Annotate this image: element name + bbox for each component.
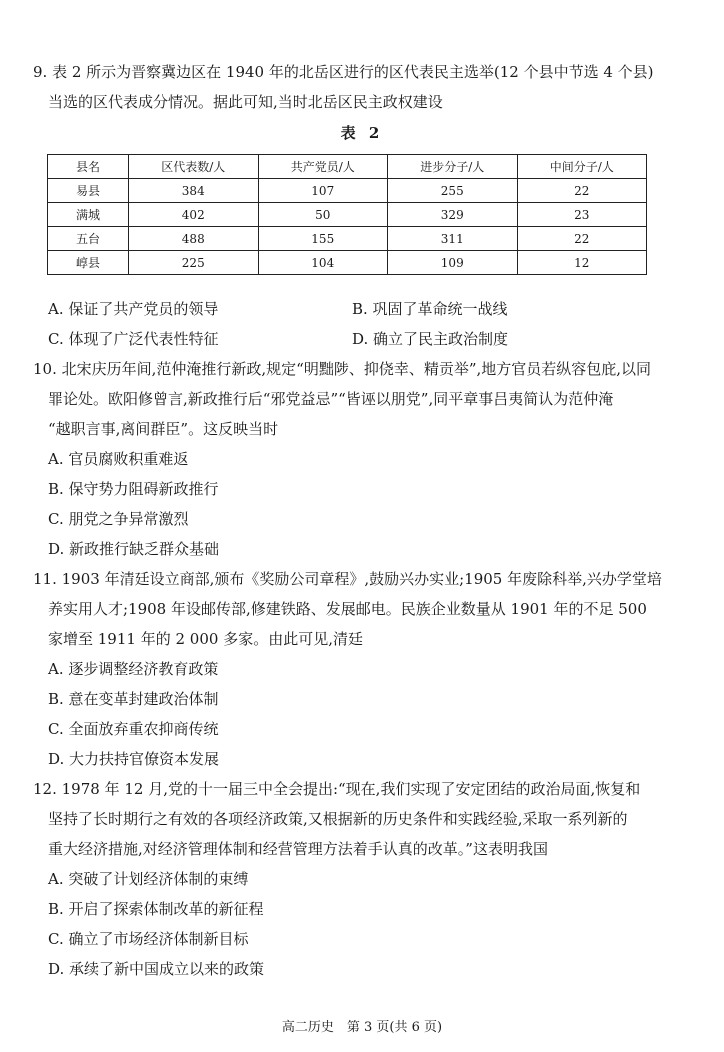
q9-option-d: D. 确立了民主政治制度	[352, 330, 509, 348]
table-header-row	[48, 155, 647, 179]
q11-option-c: C. 全面放弃重农抑商传统	[48, 720, 219, 738]
table-2	[47, 154, 647, 275]
table-cell: 五台	[48, 227, 129, 251]
q10-option-b: B. 保守势力阻碍新政推行	[48, 480, 219, 498]
table-header-cell: 区代表数/人	[129, 155, 259, 179]
q11-stem-line-3: 家增至 1911 年的 2 000 多家。由此可见,清廷	[48, 630, 363, 648]
table-cell: 50	[258, 203, 388, 227]
q11-stem-line-1: 11. 1903 年清廷设立商部,颁布《奖励公司章程》,鼓励兴办实业;1905 年废除科举,兴办学堂培	[33, 570, 662, 588]
table-cell: 满城	[48, 203, 129, 227]
q11-stem-line-2: 养实用人才;1908 年设邮传部,修建铁路、发展邮电。民族企业数量从 1901 年的不足 500	[48, 600, 647, 618]
q12-stem-line-1: 12. 1978 年 12 月,党的十一届三中全会提出:“现在,我们实现了安定团结的政治局面,恢复和	[33, 780, 641, 798]
q9-stem-line-2: 当选的区代表成分情况。据此可知,当时北岳区民主政权建设	[48, 93, 443, 111]
table-cell: 225	[129, 251, 259, 275]
q9-option-a: A. 保证了共产党员的领导	[48, 300, 219, 318]
table-header-cell: 中间分子/人	[517, 155, 647, 179]
table-cell: 崞县	[48, 251, 129, 275]
q10-stem-line-1: 10. 北宋庆历年间,范仲淹推行新政,规定“明黜陟、抑侥幸、精贡举”,地方官员若纵容包庇,以同	[33, 360, 652, 378]
table-cell: 109	[388, 251, 518, 275]
table-header-cell: 共产党员/人	[258, 155, 388, 179]
table-2-caption: 表 2	[340, 124, 384, 142]
q12-option-b: B. 开启了探索体制改革的新征程	[48, 900, 264, 918]
page-footer: 高二历史 第 3 页(共 6 页)	[281, 1020, 443, 1035]
q12-stem-line-2: 坚持了长时期行之有效的各项经济政策,又根据新的历史条件和实践经验,采取一系列新的	[48, 810, 628, 828]
table-cell: 23	[517, 203, 647, 227]
q10-option-d: D. 新政推行缺乏群众基础	[48, 540, 220, 558]
q12-option-c: C. 确立了市场经济体制新目标	[48, 930, 249, 948]
q10-option-c: C. 朋党之争异常激烈	[48, 510, 189, 528]
q11-option-b: B. 意在变革封建政治体制	[48, 690, 219, 708]
table-row	[48, 227, 647, 251]
table-cell: 402	[129, 203, 259, 227]
table-cell: 易县	[48, 179, 129, 203]
table-cell: 384	[129, 179, 259, 203]
q10-option-a: A. 官员腐败积重难返	[48, 450, 189, 468]
table-cell: 311	[388, 227, 518, 251]
table-cell: 104	[258, 251, 388, 275]
table-row	[48, 179, 647, 203]
table-cell: 22	[517, 179, 647, 203]
table-header-cell: 县名	[48, 155, 129, 179]
table-header-cell: 进步分子/人	[388, 155, 518, 179]
q9-option-c: C. 体现了广泛代表性特征	[48, 330, 219, 348]
q9-stem-line-1: 9. 表 2 所示为晋察冀边区在 1940 年的北岳区进行的区代表民主选举(12 个县中节选 4 个县)	[33, 63, 654, 81]
q12-option-d: D. 承续了新中国成立以来的政策	[48, 960, 265, 978]
q10-stem-line-2: 罪论处。欧阳修曾言,新政推行后“邪党益忌”“皆诬以朋党”,同平章事吕夷简认为范仲淹	[48, 390, 614, 408]
q9-option-b: B. 巩固了革命统一战线	[352, 300, 508, 318]
table-cell: 255	[388, 179, 518, 203]
q10-stem-line-3: “越职言事,离间群臣”。这反映当时	[48, 420, 279, 438]
table-cell: 155	[258, 227, 388, 251]
table-row	[48, 251, 647, 275]
table-cell: 12	[517, 251, 647, 275]
table-cell: 107	[258, 179, 388, 203]
table-row	[48, 203, 647, 227]
table-cell: 488	[129, 227, 259, 251]
q12-option-a: A. 突破了计划经济体制的束缚	[48, 870, 249, 888]
q11-option-a: A. 逐步调整经济教育政策	[48, 660, 219, 678]
q11-option-d: D. 大力扶持官僚资本发展	[48, 750, 220, 768]
q12-stem-line-3: 重大经济措施,对经济管理体制和经营管理方法着手认真的改革。”这表明我国	[48, 840, 548, 858]
table-cell: 329	[388, 203, 518, 227]
table-cell: 22	[517, 227, 647, 251]
